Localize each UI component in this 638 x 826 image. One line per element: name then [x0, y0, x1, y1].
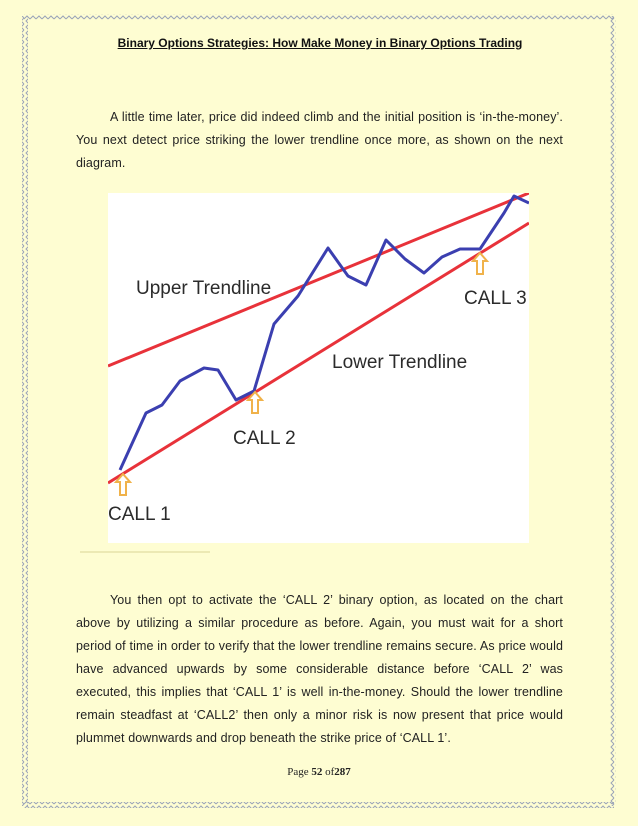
page-of: of	[325, 766, 335, 778]
paragraph-2: You then opt to activate the ‘CALL 2’ binary option, as located on the chart above by utilizing a similar procedure as before. Again, you must wait for a short period of time in order to verify that the lower trendline remains secure. As price would have advanced upwards by some considerable distance before ‘CALL 2’ was executed, this implies that ‘CALL 1’ is well in-the-money. Should the lower trendline remain steadfast at ‘CALL2’ then only a minor risk is now present that price would plummet downwards and drop beneath the strike price of ‘CALL 1’.	[76, 592, 563, 745]
document-title: Binary Options Strategies: How Make Money in Binary Options Trading	[117, 36, 523, 50]
paragraph-1: A little time later, price did indeed climb and the initial position is ‘in-the-money’. You next detect price striking the lower trendline once more, as shown on the next diagram.	[76, 109, 563, 170]
call1-label: CALL 1	[108, 504, 171, 525]
call2-label: CALL 2	[233, 428, 296, 449]
upper-trendline-label: Upper Trendline	[136, 278, 272, 299]
page-number: 52	[311, 766, 323, 778]
call3-label: CALL 3	[464, 288, 527, 309]
price-line	[120, 196, 529, 470]
figure-caption-faint	[80, 548, 210, 556]
trendline-diagram	[108, 193, 529, 543]
page-prefix: Page	[287, 766, 309, 778]
trendline-diagram-svg	[108, 193, 529, 543]
page-footer	[0, 766, 638, 778]
lower-trendline-label: Lower Trendline	[332, 352, 468, 373]
total-pages: 287	[334, 766, 351, 778]
